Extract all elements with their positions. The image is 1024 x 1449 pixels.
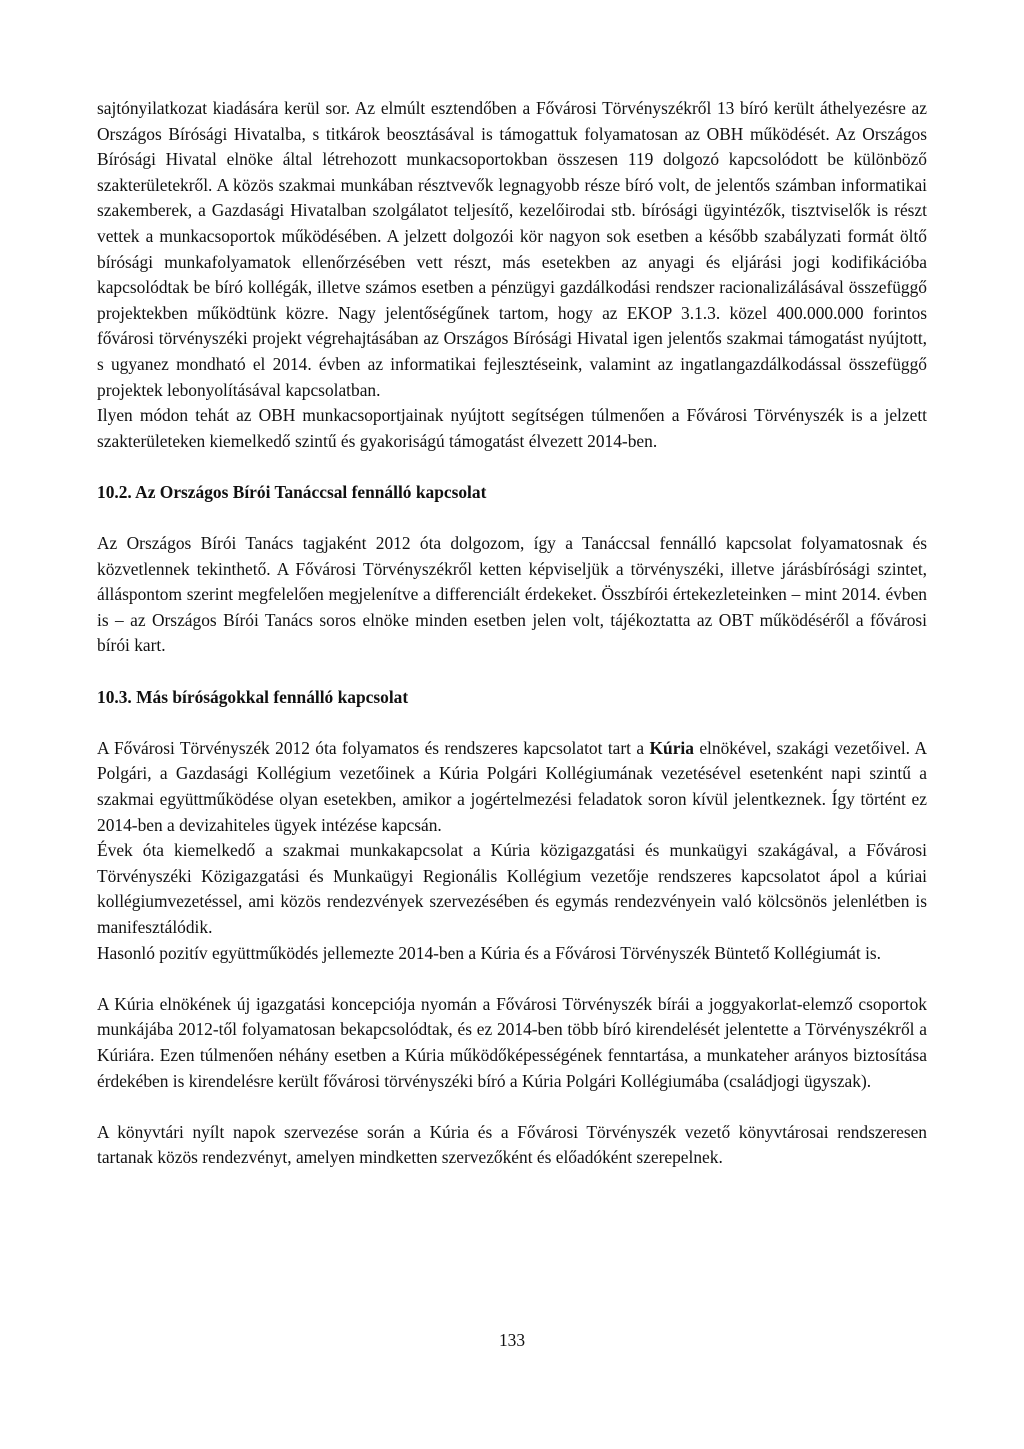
text-run: A Fővárosi Törvényszék 2012 óta folyamatos és rendszeres kapcsolatot tart a (97, 737, 650, 758)
bold-term-kuria: Kúria (649, 737, 694, 758)
section-heading-10-2: 10.2. Az Országos Bírói Tanáccsal fennálló kapcsolat (97, 481, 487, 502)
spacer (97, 710, 927, 736)
page-number: 133 (498, 1330, 526, 1350)
spacer (97, 454, 927, 480)
paragraph: A Kúria elnökének új igazgatási koncepciója nyomán a Fővárosi Törvényszék bírái a joggyakorlat-elemző csoportok munkájába 2012-től folyamatosan bekapcsolódtak, és ez 2014-ben több bíró kirendelését jelentette a Törvényszékről a Kúriára. Ezen túlmenően néhány esetben a Kúria működőképességének fenntartása, a munkateher arányos biztosítása érdekében is kirendelésre került fővárosi törvényszéki bíró a Kúria Polgári Kollégiumába (családjogi ügyszak). (97, 993, 927, 1091)
text-run: elnökével, szakági vezetőivel. A Polgári, a Gazdasági Kollégium vezetőinek a Kúria Polgári Kollégiumának vezetésével esetenként napi szintű a szakmai együttműködése olyan esetekben, amikor a jogértelmezési feladatok soron kívül jelentkeznek. Így történt ez 2014-ben a devizahiteles ügyek intézése kapcsán. (97, 737, 927, 835)
document-page (97, 96, 927, 1171)
paragraph: Hasonló pozitív együttműködés jellemezte 2014-ben a Kúria és a Fővárosi Törvényszék Büntető Kollégiumát is. (97, 942, 882, 963)
spacer (97, 659, 927, 685)
section-heading-10-3: 10.3. Más bíróságokkal fennálló kapcsolat (97, 686, 409, 707)
paragraph-kuria-intro (97, 736, 927, 838)
paragraph: Ilyen módon tehát az OBH munkacsoportjainak nyújtott segítségen túlmenően a Fővárosi Törvényszék is a jelzett szakterületeken kiemelkedő szintű és gyakoriságú támogatást élvezett 2014-ben. (97, 405, 927, 451)
spacer (97, 506, 927, 532)
paragraph: Évek óta kiemelkedő a szakmai munkakapcsolat a Kúria közigazgatási és munkaügyi szakágával, a Fővárosi Törvényszéki Közigazgatási és Munkaügyi Regionális Kollégium vezetője rendszeres kapcsolatot ápol a kúriai kollégiumvezetéssel, ami közös rendezvények szervezésében és egymás rendezvényein való kölcsönös jelenlétben is manifesztálódik. (97, 840, 927, 937)
spacer (97, 966, 927, 992)
spacer (97, 1094, 927, 1120)
paragraph: A könyvtári nyílt napok szervezése során a Kúria és a Fővárosi Törvényszék vezető könyvtárosai rendszeresen tartanak közös rendezvényt, amelyen mindketten szervezőként és előadóként szerepelnek. (97, 1121, 927, 1168)
paragraph: sajtónyilatkozat kiadására kerül sor. Az elmúlt esztendőben a Fővárosi Törvényszékről 13 bíró került áthelyezésre az Országos Bírósági Hivatalba, s titkárok beosztásával is támogattuk folyamatosan az OBH működését. Az Országos Bírósági Hivatal elnöke által létrehozott munkacsoportokban összesen 119 dolgozó kapcsolódott be különböző szakterületekről. A közös szakmai munkában résztvevők legnagyobb része bíró volt, de jelentős számban informatikai szakemberek, a Gazdasági Hivatalban szolgálatot teljesítő, kezelőirodai stb. bírósági ügyintézők, tisztviselők is részt vettek a munkacsoportok működésében. A jelzett dolgozói kör nagyon sok esetben a később szabályzati formát öltő bírósági munkafolyamatok ellenőrzésében vett részt, más esetekben az anyagi és eljárási jogi kodifikációba kapcsolódtak be bíró kollégák, illetve számos esetben a pénzügyi gazdálkodási rendszer racionalizálásával összefüggő projektekben működtünk közre. Nagy jelentőségűnek tartom, hogy az EKOP 3.1.3. közel 400.000.000 forintos fővárosi törvényszéki projekt végrehajtásában az Országos Bírósági Hivatal igen jelentős szakmai támogatást nyújtott, s ugyanez mondható el 2014. évben az informatikai fejlesztéseink, valamint az ingatlangazdálkodással összefüggő projektek lebonyolításával kapcsolatban. (97, 98, 927, 400)
paragraph: Az Országos Bírói Tanács tagjaként 2012 óta dolgozom, így a Tanáccsal fennálló kapcsolat folyamatosnak és közvetlennek tekinthető. A Fővárosi Törvényszékről ketten képviseljük a törvényszéki, illetve járásbírósági szintet, álláspontom szerint megfelelően megjelenítve a differenciált érdekeket. Összbírói értekezleteinken – mint 2014. évben is – az Országos Bírói Tanács soros elnöke minden esetben jelen volt, tájékoztatta az OBT működéséről a fővárosi bírói kart. (97, 533, 927, 656)
